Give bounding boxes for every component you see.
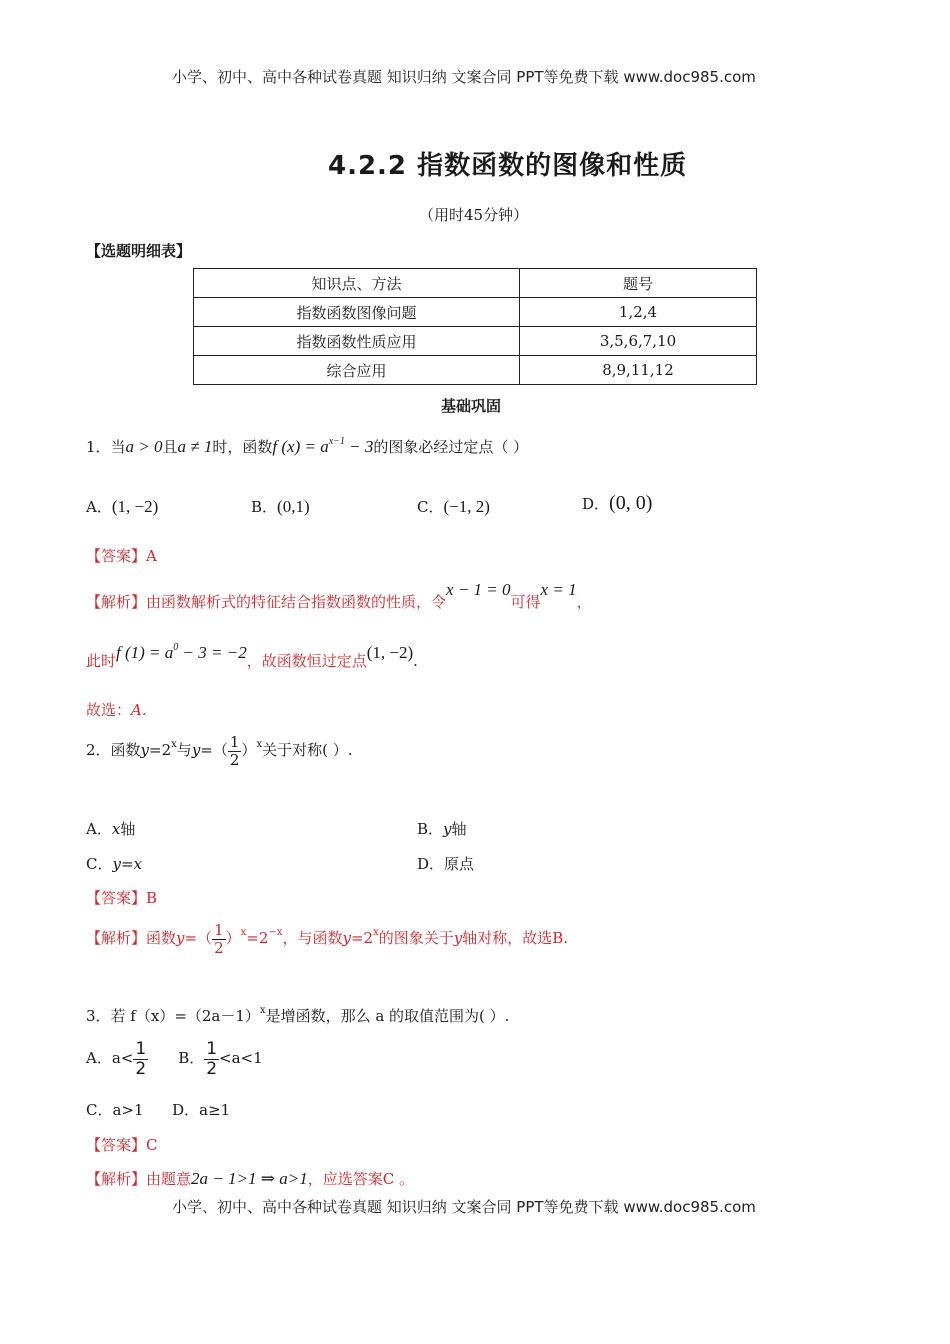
table-cell: 3,5,6,7,10	[520, 327, 757, 356]
table-cell: 8,9,11,12	[520, 356, 757, 385]
q3-options-ab	[86, 1040, 263, 1078]
detail-label: 【选题明细表】	[86, 242, 192, 260]
question-detail-table	[193, 268, 757, 385]
q2-option-b	[417, 818, 467, 839]
option-value: (0,1)	[277, 497, 310, 516]
option-value: (−1, 2)	[443, 497, 490, 516]
q1-text: 时，函数	[212, 438, 273, 456]
q3-analysis	[86, 1168, 414, 1189]
answer-value: C	[146, 1136, 158, 1154]
q1-text-end: 的图象必经过定点（ ）	[373, 438, 529, 456]
analysis-text: .	[413, 652, 418, 670]
q1-func-right: − 3	[344, 437, 374, 456]
fraction-numerator: 1	[206, 1039, 218, 1059]
analysis-text: ）	[225, 929, 241, 947]
analysis-exp: x	[373, 927, 379, 938]
answer-label: 【答案】	[86, 547, 147, 565]
q3-stem-text: 是增函数，那么 a 的取值范围为( ）.	[265, 1007, 510, 1025]
option-text: 轴	[451, 820, 467, 838]
q2-option-d	[417, 853, 474, 874]
option-label: A．	[86, 498, 112, 516]
q3-option-b: B．	[178, 1049, 205, 1068]
q2-answer	[86, 887, 157, 908]
question-2-stem	[86, 734, 352, 768]
q1-eq-x-minus-1: x − 1 = 0	[446, 580, 511, 599]
analysis-var: y	[453, 929, 463, 947]
fraction-denominator: 2	[229, 750, 240, 769]
fraction-denominator: 2	[214, 938, 224, 957]
q2-fraction	[228, 734, 242, 768]
q2-option-a	[86, 818, 135, 839]
page-title: 4.2.2 指数函数的图像和性质	[328, 151, 688, 181]
table-header-cell: 题号	[520, 269, 757, 298]
option-var: y	[443, 820, 452, 838]
q2-analysis-fraction	[212, 922, 226, 956]
analysis-text: 轴对称，故选B.	[462, 929, 569, 947]
fraction-numerator: 1	[135, 1039, 147, 1059]
analysis-label: 【解析】	[86, 593, 147, 611]
q3-options-cd: C．a>1 D．a≥1	[86, 1101, 231, 1119]
q1-and: 且	[162, 438, 178, 456]
q3-analysis-math: 2a − 1>1 ⇒ a>1	[191, 1169, 308, 1188]
question-1-stem	[86, 436, 528, 457]
q2-eq: =（	[200, 741, 228, 759]
q1-func-left: f (x) = a	[272, 437, 329, 456]
q3-stem-text: 3．若 f（x）=（2a－1）	[86, 1007, 260, 1025]
answer-label: 【答案】	[86, 1136, 147, 1154]
analysis-var: y	[342, 929, 351, 947]
option-label: B．	[417, 820, 444, 838]
q1-option-b	[251, 496, 310, 517]
option-var: y=x	[112, 855, 142, 873]
q1-number: 1．当	[86, 438, 126, 456]
option-label: D．	[582, 495, 610, 513]
time-note: （用时45分钟）	[419, 206, 529, 224]
q2-eq: =2	[149, 741, 172, 759]
analysis-var: y	[176, 929, 185, 947]
q2-exp: x	[171, 739, 177, 750]
option-value: (1, −2)	[111, 497, 159, 516]
analysis-text: 的图象关于	[378, 929, 454, 947]
analysis-text: ，与函数	[282, 929, 343, 947]
answer-label: 【答案】	[86, 889, 147, 907]
page-header: 小学、初中、高中各种试卷真题 知识归纳 文案合同 PPT等免费下载 www.doc985.com	[172, 68, 756, 86]
q1-eq-f1	[116, 643, 247, 662]
option-label: C．	[86, 855, 113, 873]
analysis-text: ，故函数恒过定点	[246, 652, 367, 670]
q2-option-c	[86, 853, 142, 874]
option-text: 原点	[444, 855, 475, 873]
table-header-cell: 知识点、方法	[194, 269, 520, 298]
table-cell: 指数函数性质应用	[194, 327, 520, 356]
conclusion-value: A.	[131, 701, 147, 719]
q3-option-a-fraction	[133, 1040, 148, 1078]
fraction-numerator: 1	[214, 921, 224, 939]
analysis-text: 此时	[86, 652, 117, 670]
q2-text: 与	[176, 741, 192, 759]
q1-func-exponent: x−1	[328, 436, 345, 447]
analysis-text: 由题意	[146, 1170, 192, 1188]
q2-exp: x	[256, 739, 263, 750]
option-var: x	[111, 820, 121, 838]
analysis-text: ，应选答案C 。	[307, 1170, 414, 1188]
q1-answer	[86, 545, 157, 566]
analysis-text: 可得	[510, 593, 541, 611]
q1-conclusion	[86, 699, 147, 720]
section-title: 基础巩固	[441, 397, 502, 415]
question-3-stem	[86, 1005, 509, 1026]
table-row	[194, 298, 757, 327]
analysis-label: 【解析】	[86, 1170, 147, 1188]
analysis-text: ，	[576, 593, 592, 611]
q2-number: 2．函数	[86, 741, 141, 759]
q3-stem-exp: x	[259, 1005, 266, 1016]
analysis-text: =（	[184, 929, 213, 947]
q2-eq: ）	[241, 741, 257, 759]
answer-value: B	[146, 889, 158, 907]
table-cell: 1,2,4	[520, 298, 757, 327]
q1-option-a	[86, 496, 158, 517]
analysis-label: 【解析】	[86, 929, 147, 947]
table-header-row	[194, 269, 757, 298]
q3-option-b-fraction	[204, 1040, 219, 1078]
table-cell: 综合应用	[194, 356, 520, 385]
q1-analysis-line-1	[86, 580, 592, 612]
analysis-exp: −x	[268, 927, 283, 938]
page-footer: 小学、初中、高中各种试卷真题 知识归纳 文案合同 PPT等免费下载 www.doc985.com	[172, 1198, 756, 1216]
q2-var: y	[191, 741, 201, 759]
q1-fixed-point: (1, −2)	[366, 643, 414, 662]
fraction-denominator: 2	[206, 1058, 218, 1079]
option-label: B．	[251, 498, 278, 516]
option-text: 轴	[120, 820, 136, 838]
analysis-text: 由函数解析式的特征结合指数函数的性质，令	[146, 593, 447, 611]
q1-eq-f1-exponent: 0	[173, 642, 179, 653]
q1-condition-b: a ≠ 1	[177, 437, 213, 456]
q3-option-a: A．a<	[86, 1049, 134, 1068]
analysis-text: =2	[350, 929, 374, 947]
q1-eq-x-equals-1: x = 1	[540, 580, 577, 599]
q1-analysis-line-2	[86, 642, 418, 671]
fraction-numerator: 1	[229, 733, 240, 751]
answer-value: A	[146, 547, 157, 565]
q1-option-d	[582, 492, 652, 515]
analysis-text: 函数	[146, 929, 177, 947]
q3-option-b-end: <a<1	[219, 1049, 263, 1068]
q2-analysis	[86, 922, 568, 956]
q1-condition-a: a > 0	[125, 437, 163, 456]
option-label: D．	[417, 855, 445, 873]
table-row	[194, 356, 757, 385]
conclusion-label: 故选：	[86, 701, 132, 719]
q1-eq-f1-left: f (1) = a	[116, 643, 174, 662]
option-label: A．	[86, 820, 112, 838]
option-value: (0, 0)	[609, 492, 653, 514]
q2-text: 关于对称( ）.	[262, 741, 353, 759]
q1-option-c	[417, 496, 490, 517]
analysis-exp: x	[240, 927, 247, 938]
fraction-denominator: 2	[135, 1058, 147, 1079]
table-row	[194, 327, 757, 356]
option-label: C．	[417, 498, 444, 516]
q3-answer	[86, 1134, 158, 1155]
analysis-text: =2	[246, 929, 269, 947]
q1-eq-f1-right: − 3 = −2	[178, 643, 247, 662]
q1-function	[272, 437, 373, 456]
table-cell: 指数函数图像问题	[194, 298, 520, 327]
q2-var: y	[140, 741, 150, 759]
